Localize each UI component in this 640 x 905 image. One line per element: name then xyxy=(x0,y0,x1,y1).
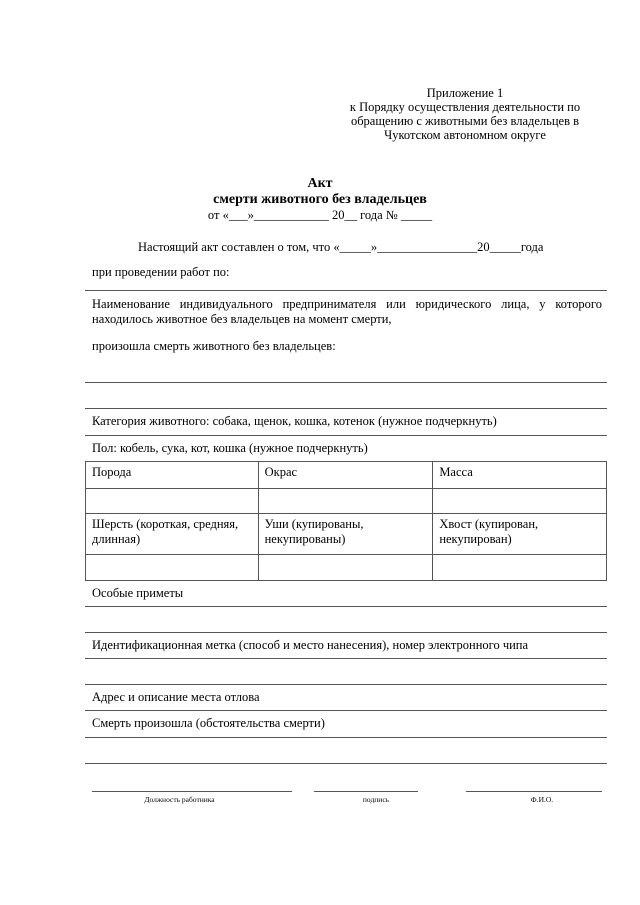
owner-name-text: Наименование индивидуального предпринимателя или юридического лица, у которого находилось животное без владельцев на момент смерти, xyxy=(92,297,602,326)
weight-header: Масса xyxy=(433,462,607,489)
divider xyxy=(85,684,607,685)
table-row xyxy=(86,489,607,514)
signature-caption: подпись xyxy=(362,795,390,804)
ears-value-cell[interactable] xyxy=(258,555,433,581)
intro-statement: Настоящий акт составлен о том, что «_____»________________20_____года xyxy=(138,240,544,254)
appendix-line-3: обращению с животными без владельцев в xyxy=(350,114,580,128)
special-marks-label: Особые приметы xyxy=(92,586,184,600)
death-circumstances-label: Смерть произошла (обстоятельства смерти) xyxy=(92,716,325,730)
full-name-line[interactable] xyxy=(466,791,602,792)
tail-header: Хвост (купирован, некупирован) xyxy=(433,514,607,555)
divider xyxy=(85,658,607,659)
fur-value-cell[interactable] xyxy=(86,555,259,581)
position-signature-line[interactable] xyxy=(92,791,292,792)
appendix-line-4: Чукотском автономном округе xyxy=(384,128,546,142)
breed-header: Порода xyxy=(86,462,259,489)
works-label: при проведении работ по: xyxy=(92,265,230,279)
divider xyxy=(85,710,607,711)
table-row xyxy=(86,555,607,581)
document-title: Акт xyxy=(307,176,333,191)
tail-value-cell[interactable] xyxy=(433,555,607,581)
divider xyxy=(85,408,607,409)
ears-header: Уши (купированы, некупированы) xyxy=(258,514,433,555)
color-value-cell[interactable] xyxy=(258,489,433,514)
full-name-caption: Ф.И.О. xyxy=(530,795,554,804)
animal-sex: Пол: кобель, сука, кот, кошка (нужное подчеркнуть) xyxy=(92,441,368,455)
divider xyxy=(85,606,607,607)
divider xyxy=(85,290,607,291)
weight-value-cell[interactable] xyxy=(433,489,607,514)
animal-category: Категория животного: собака, щенок, кошка, котенок (нужное подчеркнуть) xyxy=(92,414,497,428)
table-row xyxy=(86,462,607,489)
table-row xyxy=(86,514,607,555)
divider xyxy=(85,737,607,738)
date-number-line: от «___»____________ 20__ года № _____ xyxy=(207,208,433,222)
position-caption: Должность работника xyxy=(144,795,215,804)
breed-value-cell[interactable] xyxy=(86,489,259,514)
appendix-header xyxy=(330,86,600,142)
document-subtitle: смерти животного без владельцев xyxy=(213,192,427,207)
blank-line xyxy=(85,382,607,383)
divider xyxy=(85,435,607,436)
signature-line[interactable] xyxy=(314,791,418,792)
fur-header: Шерсть (короткая, средняя, длинная) xyxy=(86,514,259,555)
capture-address-label: Адрес и описание места отлова xyxy=(92,690,260,704)
divider xyxy=(85,632,607,633)
id-mark-label: Идентификационная метка (способ и место нанесения), номер электронного чипа xyxy=(92,638,529,652)
death-occurred-text: произошла смерть животного без владельцев: xyxy=(92,339,336,353)
appendix-line-1: Приложение 1 xyxy=(426,86,504,100)
appendix-line-2: к Порядку осуществления деятельности по xyxy=(349,100,581,114)
divider xyxy=(85,763,607,764)
color-header: Окрас xyxy=(258,462,433,489)
animal-features-table xyxy=(85,461,607,581)
